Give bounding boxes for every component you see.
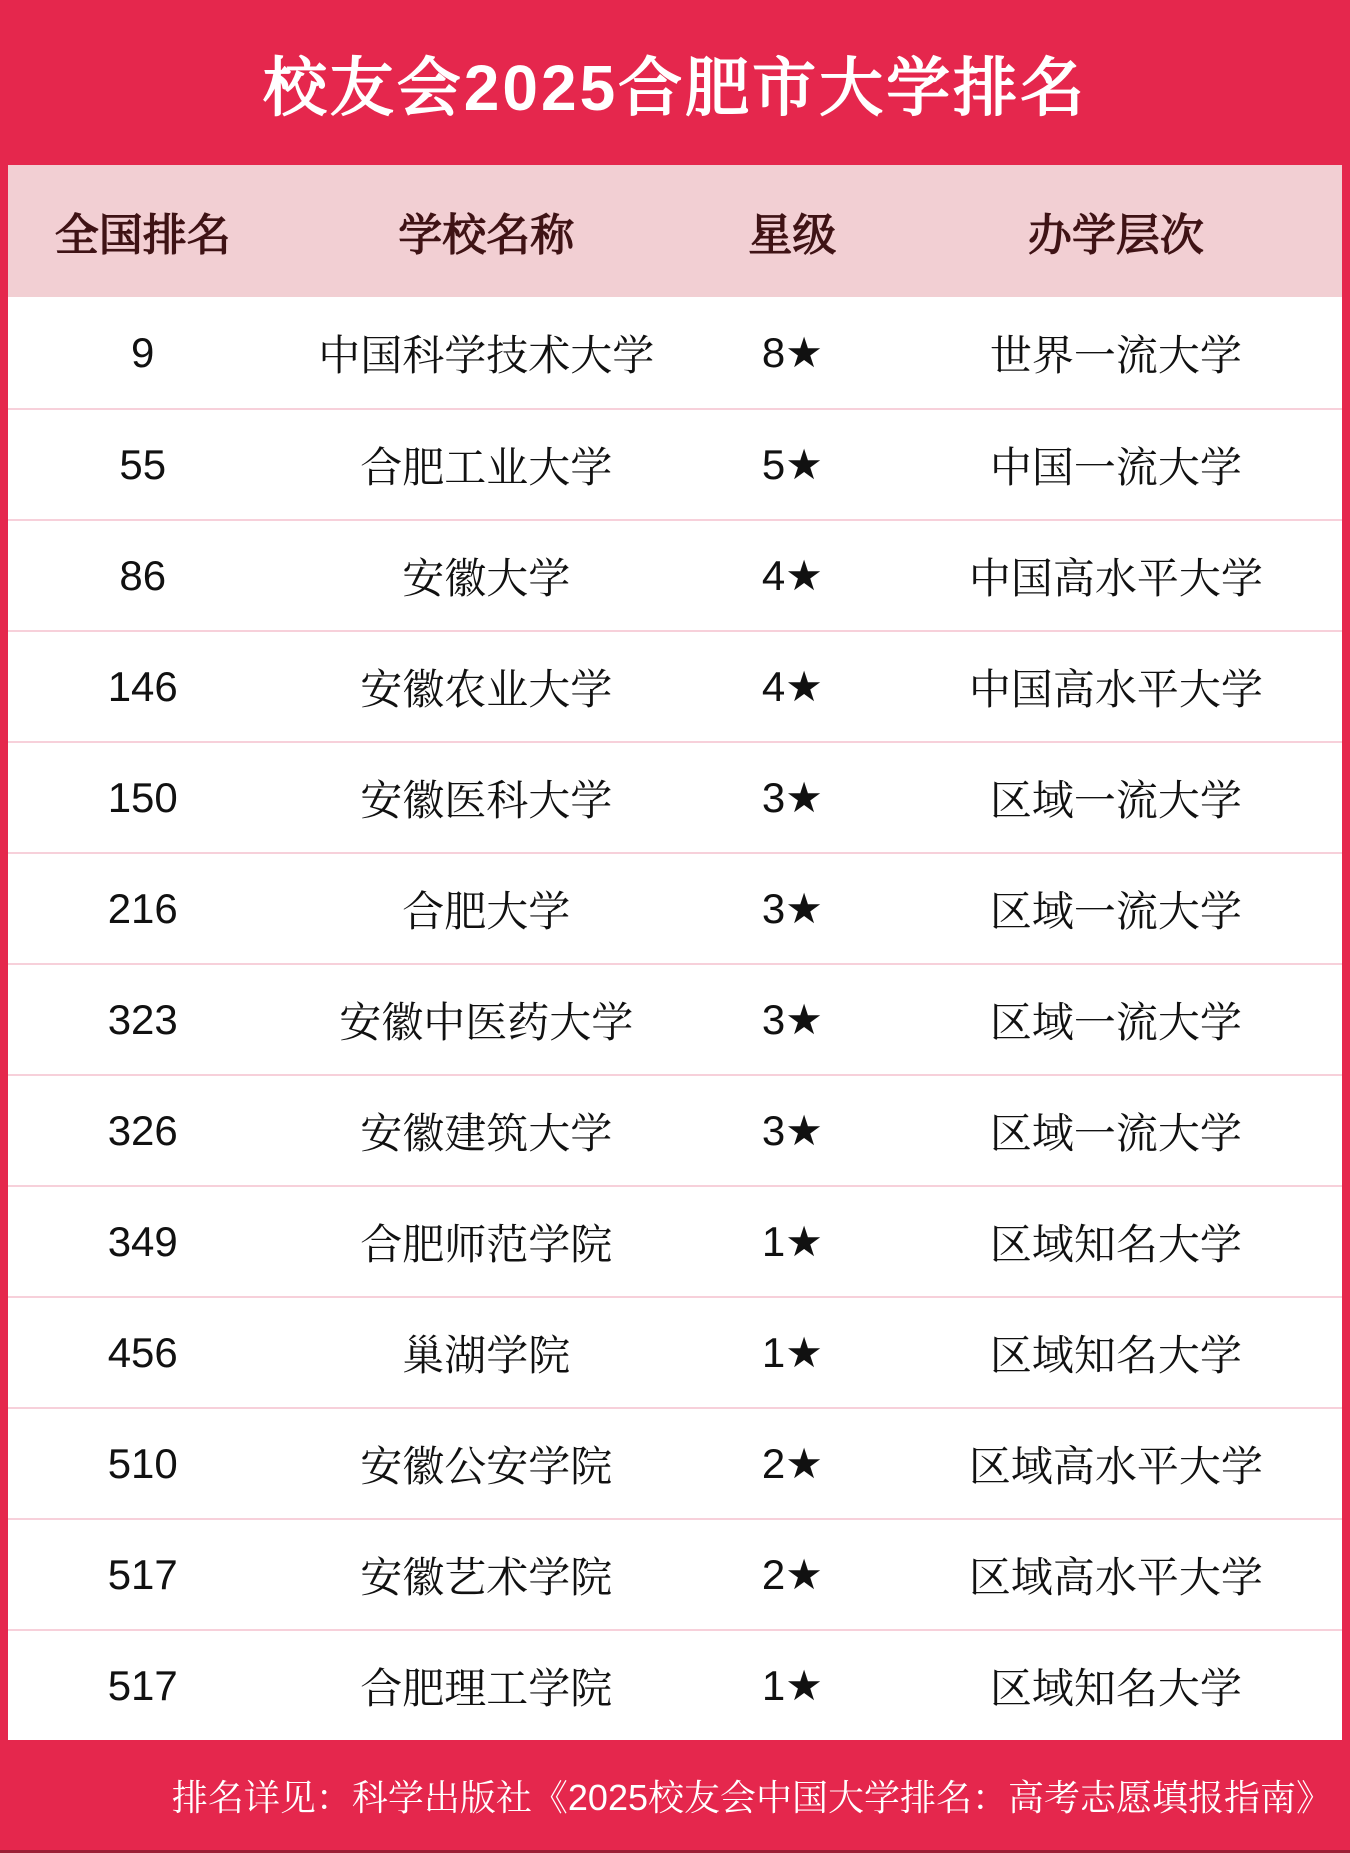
table-row: [8, 852, 1342, 963]
column-header-rank: 全国排名: [54, 211, 231, 260]
school-cell: 安徽艺术学院: [360, 1553, 613, 1601]
table-row: [8, 1407, 1342, 1518]
school-cell: 合肥工业大学: [360, 443, 613, 491]
stars-cell: 4★: [761, 552, 823, 599]
column-header-school: 学校名称: [398, 211, 575, 260]
stars-cell: 4★: [761, 663, 823, 710]
table-row: [8, 1074, 1342, 1185]
level-cell: 区域知名大学: [989, 1220, 1242, 1268]
rank-cell: 456: [107, 1328, 178, 1376]
stars-cell: 2★: [761, 1551, 823, 1598]
school-cell: 合肥师范学院: [360, 1220, 613, 1268]
level-cell: 区域一流大学: [989, 998, 1242, 1046]
school-cell: 安徽公安学院: [360, 1442, 613, 1490]
level-cell: 区域知名大学: [989, 1331, 1242, 1379]
stars-cell: 1★: [761, 1662, 823, 1709]
stars-cell: 3★: [761, 774, 823, 821]
stars-cell: 3★: [761, 996, 823, 1043]
table-row: [8, 1518, 1342, 1629]
level-cell: 区域高水平大学: [968, 1442, 1263, 1490]
level-cell: 区域高水平大学: [968, 1553, 1263, 1601]
table-row: [8, 519, 1342, 630]
school-cell: 安徽医科大学: [360, 776, 613, 824]
stars-cell: 1★: [761, 1329, 823, 1376]
table-row: [8, 1296, 1342, 1407]
footer-note: 排名详见：科学出版社《2025校友会中国大学排名：高考志愿填报指南》: [171, 1776, 1332, 1818]
table-row: [8, 1185, 1342, 1296]
rank-cell: 86: [119, 551, 167, 599]
ranking-table: [8, 165, 1342, 1740]
footer-bar: [0, 1740, 1350, 1853]
rank-cell: 326: [107, 1106, 178, 1154]
stars-cell: 3★: [761, 885, 823, 932]
column-header-stars: 星级: [748, 211, 837, 260]
title-bar: [0, 0, 1350, 165]
school-cell: 合肥理工学院: [360, 1664, 613, 1712]
rank-cell: 9: [131, 328, 155, 376]
school-cell: 安徽农业大学: [360, 665, 613, 713]
school-cell: 安徽中医药大学: [339, 998, 634, 1046]
table-row: [8, 408, 1342, 519]
rank-cell: 517: [107, 1661, 178, 1709]
level-cell: 世界一流大学: [989, 331, 1242, 379]
table-header-row: [8, 165, 1342, 297]
school-cell: 巢湖学院: [402, 1331, 571, 1379]
stars-cell: 1★: [761, 1218, 823, 1265]
rank-cell: 216: [107, 884, 178, 932]
table-row: [8, 741, 1342, 852]
level-cell: 中国一流大学: [989, 443, 1242, 491]
rank-cell: 517: [107, 1550, 178, 1598]
school-cell: 合肥大学: [402, 887, 571, 935]
rank-cell: 150: [107, 773, 178, 821]
rank-cell: 349: [107, 1217, 178, 1265]
table-row: [8, 963, 1342, 1074]
rank-cell: 323: [107, 995, 178, 1043]
stars-cell: 8★: [761, 329, 823, 376]
table-body: [8, 297, 1342, 1740]
level-cell: 区域一流大学: [989, 776, 1242, 824]
rank-cell: 510: [107, 1439, 178, 1487]
school-cell: 中国科学技术大学: [318, 331, 655, 379]
level-cell: 区域一流大学: [989, 887, 1242, 935]
level-cell: 中国高水平大学: [968, 665, 1263, 713]
stars-cell: 2★: [761, 1440, 823, 1487]
stars-cell: 5★: [761, 441, 823, 488]
table-row: [8, 630, 1342, 741]
table-row: [8, 297, 1342, 408]
table-row: [8, 1629, 1342, 1740]
column-header-level: 办学层次: [1027, 211, 1204, 260]
level-cell: 中国高水平大学: [968, 554, 1263, 602]
level-cell: 区域知名大学: [989, 1664, 1242, 1712]
level-cell: 区域一流大学: [989, 1109, 1242, 1157]
page-title: 校友会2025合肥市大学排名: [262, 51, 1088, 124]
school-cell: 安徽建筑大学: [360, 1109, 613, 1157]
rank-cell: 55: [119, 440, 167, 488]
school-cell: 安徽大学: [402, 554, 571, 602]
rank-cell: 146: [107, 662, 178, 710]
stars-cell: 3★: [761, 1107, 823, 1154]
